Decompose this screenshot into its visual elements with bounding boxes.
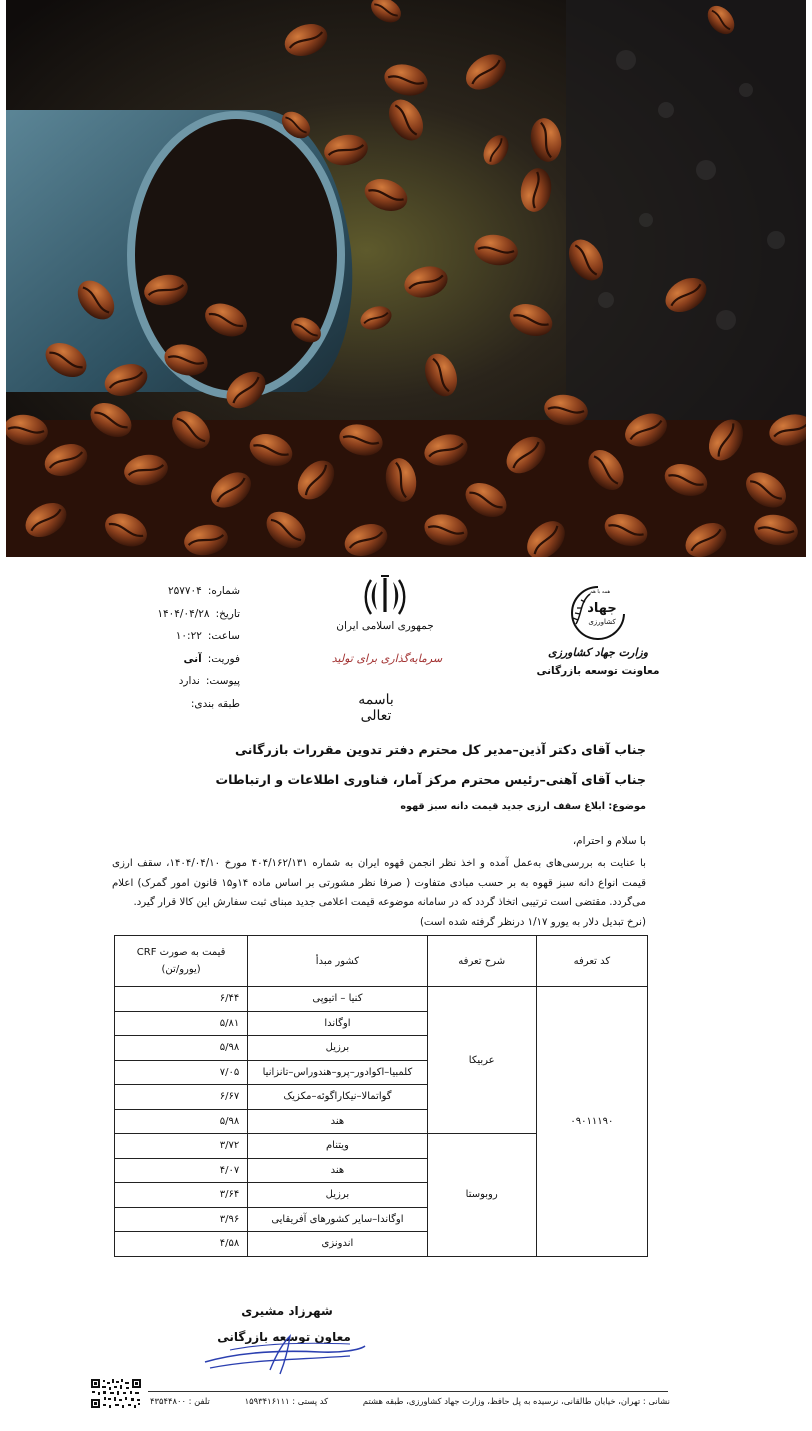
table-header-row <box>115 936 648 987</box>
meta-value: ۱۰:۲۲ <box>175 630 202 643</box>
qr-code-icon <box>90 1378 142 1410</box>
country-cell: اوگاندا–سایر کشورهای آفریقایی <box>248 1207 427 1232</box>
iran-emblem <box>330 572 440 632</box>
meta-value: آنی <box>183 652 202 665</box>
meta-value: ۱۴۰۴/۰۴/۲۸ <box>157 607 210 620</box>
recipient-2: جناب آقای آهنی–رئیس محترم مرکز آمار، فناوری اطلاعات و ارتباطات <box>215 772 646 787</box>
meta-urgency <box>112 648 240 671</box>
recipient-1: جناب آقای دکتر آذین–مدیر کل محترم دفتر تدوین مقررات بازرگانی <box>234 742 646 757</box>
price-cell: ۶/۴۴ <box>115 987 248 1012</box>
country-cell: کلمبیا–اکوادور–پرو–هندوراس–تانزانیا <box>248 1060 427 1085</box>
logo-top-text: همه با هم <box>589 589 611 595</box>
meta-label: طبقه بندی: <box>190 697 240 710</box>
price-cell: ۶/۶۷ <box>115 1085 248 1110</box>
tariff-desc-robusta: روبوستا <box>427 1134 536 1257</box>
price-cell: ۳/۶۴ <box>115 1183 248 1208</box>
ministry-logo <box>528 584 668 677</box>
signer-title: معاون توسعه بازرگانی <box>217 1330 351 1344</box>
country-cell: اندونزی <box>248 1232 427 1257</box>
emblem-icon <box>362 572 408 618</box>
meta-label: ساعت: <box>207 630 240 643</box>
slogan: سرمایه‌گذاری برای تولید <box>331 652 443 665</box>
country-cell: کنیا – اتیوپی <box>248 987 427 1012</box>
meta-attachment <box>112 670 240 693</box>
country-cell: ویتنام <box>248 1134 427 1159</box>
coffee-beans-illustration <box>6 0 806 557</box>
letter-body <box>112 854 646 932</box>
table-row <box>115 987 648 1012</box>
tariff-desc-arabica: عربیکا <box>427 987 536 1134</box>
meta-date <box>112 603 240 626</box>
footer-address: نشانی : تهران، خیابان طالقانی، نرسیده به پل حافظ، وزارت جهاد کشاورزی، طبقه هشتم <box>362 1396 670 1406</box>
logo-main-text: جهاد <box>587 601 617 616</box>
exchange-note: (نرخ تبدیل دلار به یورو ۱/۱۷ درنظر گرفته شده است) <box>419 916 646 928</box>
country-cell: هند <box>248 1109 427 1134</box>
country-cell: هند <box>248 1158 427 1183</box>
meta-label: تاریخ: <box>215 607 240 620</box>
footer-contact <box>150 1396 670 1406</box>
price-table <box>114 935 648 1257</box>
jahad-logo-icon <box>568 584 628 640</box>
meta-number <box>112 580 240 603</box>
footer-phone: تلفن : ۴۳۵۴۴۸۰۰ <box>150 1396 210 1406</box>
header-price <box>115 936 248 987</box>
body-paragraph: با عنایت به بررسی‌های به‌عمل آمده و اخذ نظر انجمن قهوه ایران به شماره ۴۰۴/۱۶۲/۱۳۱ مورخ ۱۴۰۴/۰۴/۱۰، سقف ارزی قیمت انواع دانه سبز قهوه به بر حسب مبادی متفاوت ( صرفا نظر مشورتی بر اساس ماده ۱۴و۱۵ قانون امور گمرک) اعلام می‌گردد. مقتضی است ترتیبی اتخاذ گردد که در سامانه موضوعه قیمت اعلامی جدید مبنای ثبت سفارش این کالا قرار گیرد. <box>112 858 646 908</box>
header-country: کشور مبدأ <box>248 936 427 987</box>
header-code: کد تعرفه <box>536 936 647 987</box>
besm-text: باسمه تعالی <box>358 692 394 724</box>
tariff-code-cell: ۰۹۰۱۱۱۹۰ <box>536 987 647 1257</box>
meta-time <box>112 625 240 648</box>
meta-label: فوریت: <box>207 652 240 665</box>
emblem-text: جمهوری اسلامی ایران <box>336 620 434 632</box>
logo-sub-text: کشاورزی <box>588 618 616 626</box>
footer-postal: کد پستی : ۱۵۹۳۴۱۶۱۱۱ <box>244 1396 329 1406</box>
meta-label: پیوست: <box>205 675 240 688</box>
price-cell: ۴/۵۸ <box>115 1232 248 1257</box>
country-cell: برزیل <box>248 1183 427 1208</box>
footer-divider <box>148 1391 668 1392</box>
price-cell: ۳/۷۲ <box>115 1134 248 1159</box>
price-cell: ۵/۹۸ <box>115 1109 248 1134</box>
country-cell: اوگاندا <box>248 1011 427 1036</box>
header-price-line2: (یورو/تن) <box>161 964 201 975</box>
header-desc: شرح تعرفه <box>427 936 536 987</box>
price-cell: ۷/۰۵ <box>115 1060 248 1085</box>
subject-line: موضوع: ابلاغ سقف ارزی جدید قیمت دانه سبز قهوه <box>400 801 646 812</box>
country-cell: گواتمالا–نیکاراگوئه–مکزیک <box>248 1085 427 1110</box>
greeting: با سلام و احترام، <box>572 835 646 847</box>
ministry-name: وزارت جهاد کشاورزی <box>547 646 649 659</box>
department-name: معاونت توسعه بازرگانی <box>536 665 660 677</box>
country-cell: برزیل <box>248 1036 427 1061</box>
header-price-line1: قیمت به صورت CRF <box>136 947 226 958</box>
handwritten-signature <box>200 1330 370 1380</box>
meta-value: ندارد <box>178 675 200 688</box>
letter-meta <box>112 580 240 716</box>
signer-name: شهرزاد مشیری <box>241 1304 333 1318</box>
price-cell: ۵/۹۸ <box>115 1036 248 1061</box>
meta-label: شماره: <box>207 585 240 597</box>
price-cell: ۳/۹۶ <box>115 1207 248 1232</box>
meta-value: ۲۵۷۷۰۴ <box>167 585 202 597</box>
meta-classification <box>112 693 240 716</box>
price-cell: ۴/۰۷ <box>115 1158 248 1183</box>
price-cell: ۵/۸۱ <box>115 1011 248 1036</box>
coffee-beans-photo <box>6 0 806 557</box>
